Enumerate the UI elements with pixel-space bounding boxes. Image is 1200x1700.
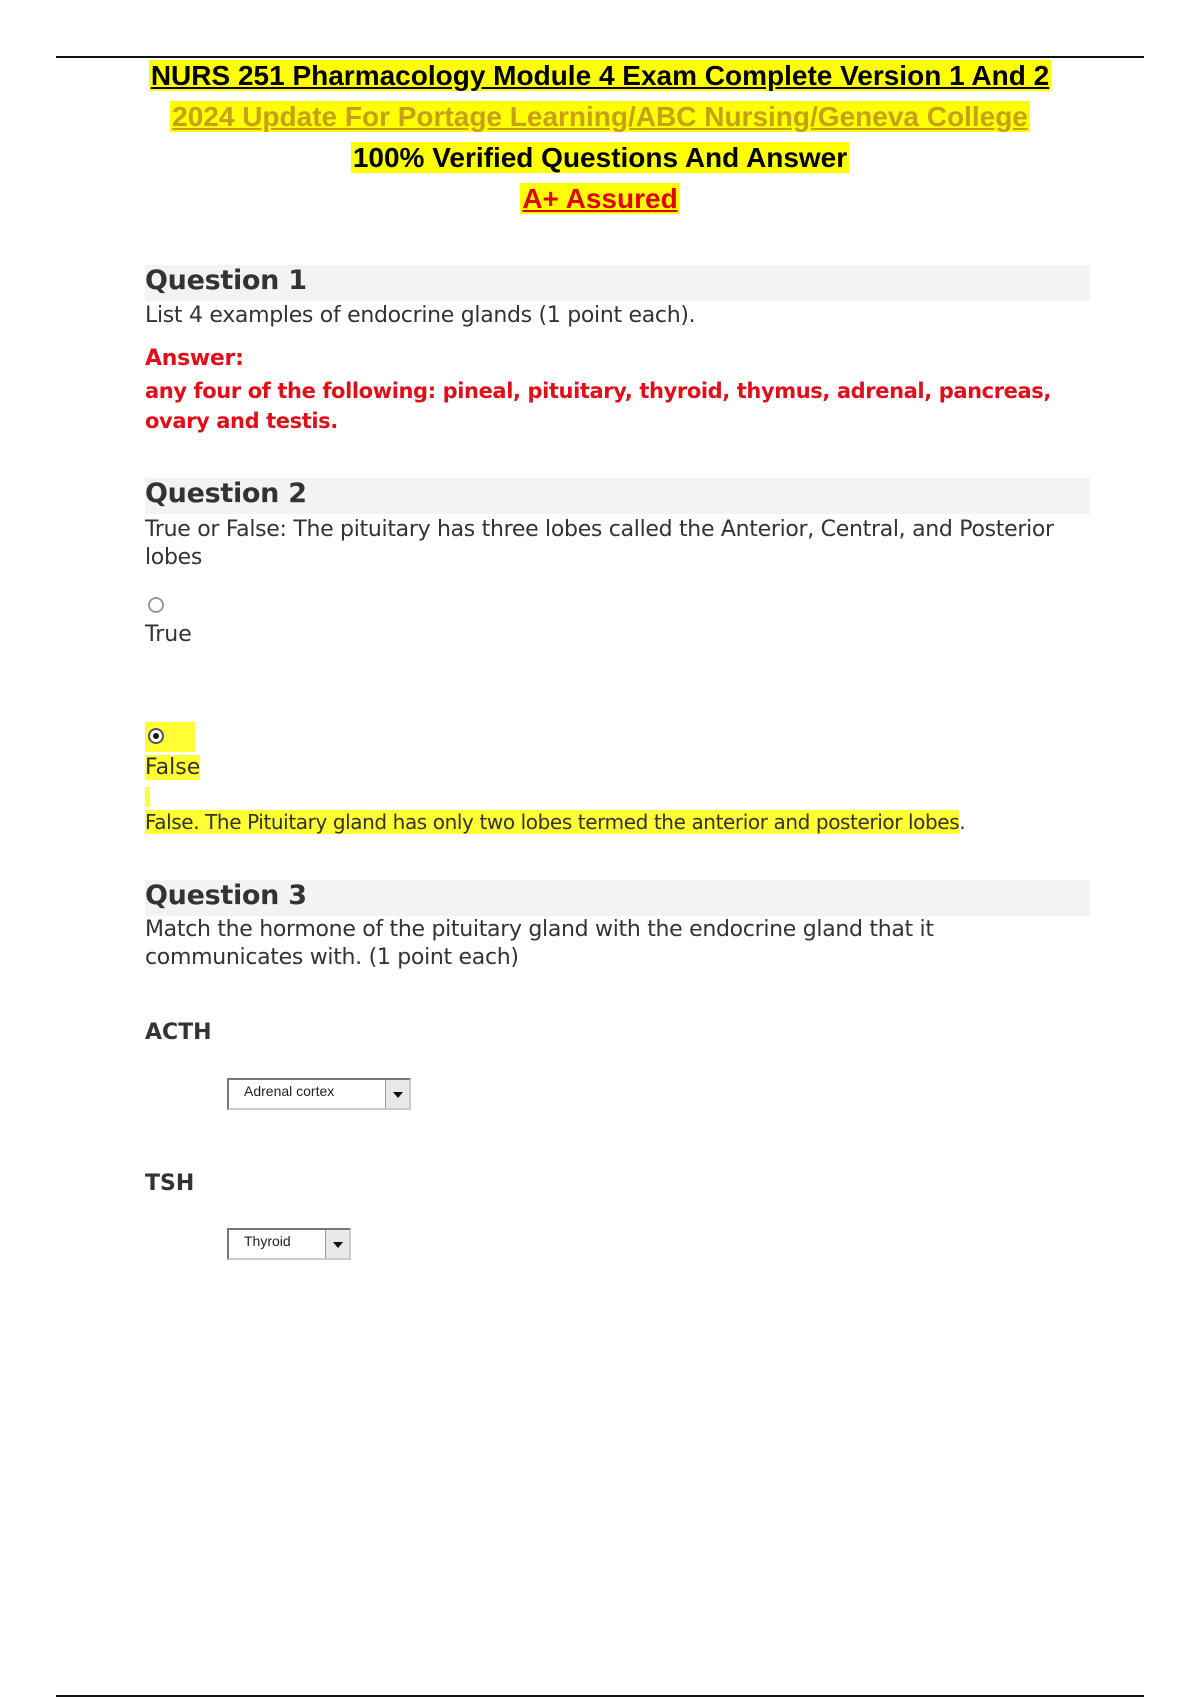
radio-true[interactable] [148,597,164,613]
option-false-label: False [145,755,201,780]
question-1-text: List 4 examples of endocrine glands (1 point each). [145,303,696,328]
question-2-text: True or False: The pituitary has three lobes called the Anterior, Central, and Posterior lobes [145,517,1054,570]
chevron-down-icon[interactable] [385,1080,409,1108]
radio-false[interactable] [148,728,164,744]
option-true-label: True [145,622,192,647]
question-1-answer-text: any four of the following: pineal, pituitary, thyroid, thymus, adrenal, pancreas, ovary and testis. [145,379,1051,433]
question-3-text: Match the hormone of the pituitary gland with the endocrine gland that it communicates with. (1 point each) [145,917,934,970]
question-1-answer-label: Answer: [145,346,244,371]
acth-selected-value: Adrenal cortex [244,1083,335,1099]
acth-gland-select[interactable] [227,1078,411,1110]
document-header [0,60,1200,224]
question-2-feedback [145,810,965,834]
match-hormone-tsh: TSH [145,1171,195,1196]
header-update-line: 2024 Update For Portage Learning/ABC Nursing/Geneva College [172,101,1028,132]
top-rule [56,56,1144,58]
header-verified-line: 100% Verified Questions And Answer [352,142,848,173]
chevron-down-icon[interactable] [325,1230,349,1258]
question-1-title: Question 1 [145,265,307,296]
feedback-period: . [959,810,966,834]
tsh-selected-value: Thyroid [244,1233,291,1249]
feedback-text: False. The Pituitary gland has only two lobes termed the anterior and posterior lobes [145,810,960,834]
bottom-rule [56,1695,1144,1697]
tsh-gland-select[interactable] [227,1228,351,1260]
false-highlight-marker [145,787,150,807]
question-2-title: Question 2 [145,478,307,509]
match-hormone-acth: ACTH [145,1020,212,1045]
header-title: NURS 251 Pharmacology Module 4 Exam Complete Version 1 And 2 [150,60,1050,91]
question-3-title: Question 3 [145,880,307,911]
header-assured-line: A+ Assured [522,183,678,214]
